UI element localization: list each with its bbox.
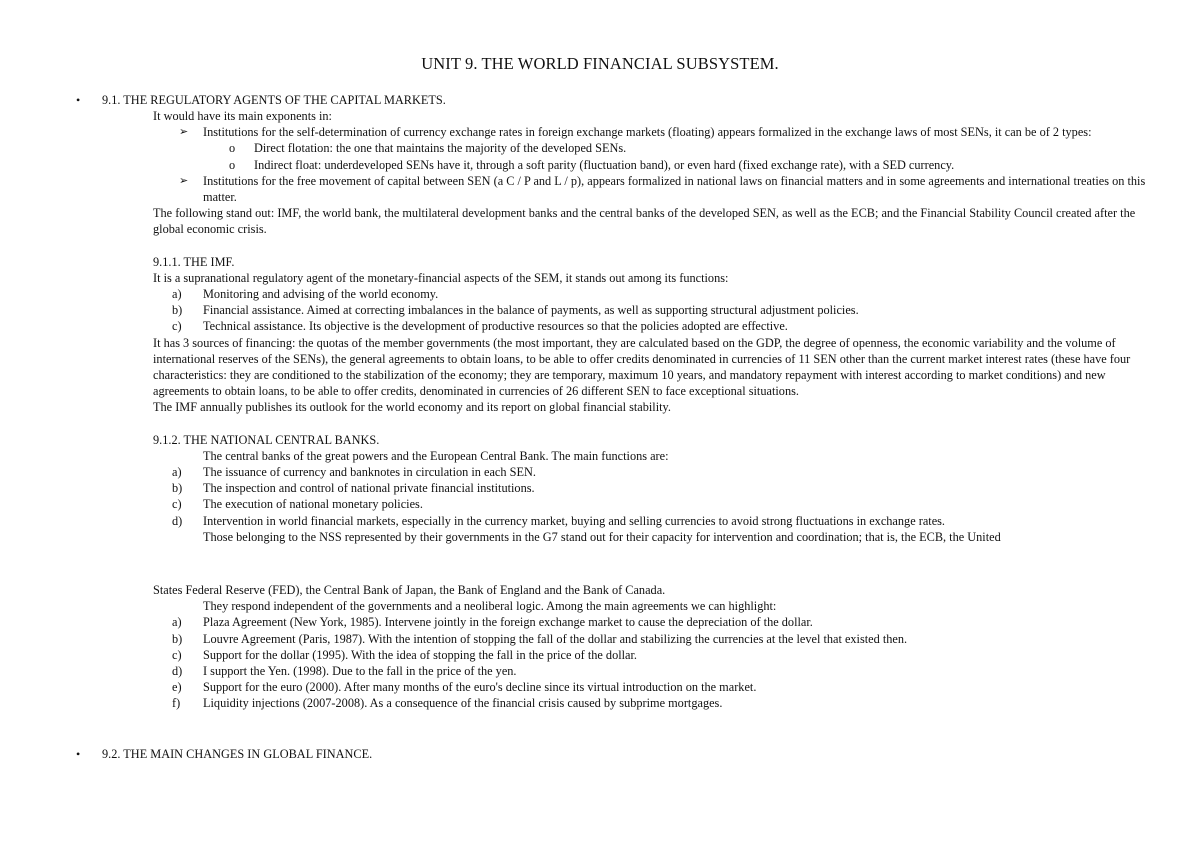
imf-function-item — [153, 286, 1153, 302]
list-item-text: Monitoring and advising of the world economy. — [203, 287, 439, 302]
nss-text-line2: States Federal Reserve (FED), the Central Bank of Japan, the Bank of England and the Bank of Canada. — [153, 583, 666, 597]
list-marker: c) — [172, 647, 182, 662]
sub-item-text: Indirect float: underdeveloped SENs have it, through a soft parity (fluctuation band), or even hard (fixed exchange rate), with a SED currency. — [254, 157, 955, 172]
list-marker: a) — [172, 465, 182, 480]
ncb-function-item — [153, 480, 1153, 496]
section-2-title: 9.2. THE MAIN CHANGES IN GLOBAL FINANCE. — [102, 747, 373, 761]
ncb-function-item — [153, 464, 1153, 480]
arrow-item — [153, 124, 1153, 140]
standout-text: The following stand out: IMF, the world bank, the multilateral development banks and the central banks of the developed SEN, as well as the ECB; and the Financial Stability Council created after the global economic crisis. — [153, 206, 1136, 237]
sub-item — [153, 157, 1153, 173]
list-item-text: Technical assistance. Its objective is the development of productive resources so that the policies adopted are effective. — [203, 319, 788, 334]
intro-text: It would have its main exponents in: — [153, 109, 332, 123]
list-item-text: Support for the euro (2000). After many months of the euro's decline since its virtual introduction on the market. — [203, 680, 757, 695]
imf-outlook-text: The IMF annually publishes its outlook for the world economy and its report on global financial stability. — [153, 400, 671, 415]
list-item-text: Plaza Agreement (New York, 1985). Intervene jointly in the foreign exchange market to cause the depreciation of the dollar. — [203, 615, 813, 630]
ncb-function-item — [153, 496, 1153, 512]
section-1-body — [153, 108, 1153, 545]
circle-bullet-icon: o — [229, 141, 236, 156]
list-marker: e) — [172, 680, 182, 695]
ncb-heading: 9.1.2. THE NATIONAL CENTRAL BANKS. — [153, 432, 380, 447]
list-item-text: The inspection and control of national private financial institutions. — [203, 481, 535, 496]
bullet-icon: • — [76, 747, 81, 761]
list-item-text: The execution of national monetary policies. — [203, 497, 423, 512]
imf-heading: 9.1.1. THE IMF. — [153, 254, 235, 269]
list-marker: c) — [172, 319, 182, 334]
agreement-item — [153, 663, 1153, 679]
list-marker: a) — [172, 287, 182, 302]
agreement-item — [153, 647, 1153, 663]
circle-bullet-icon: o — [229, 157, 236, 172]
list-marker: b) — [172, 631, 183, 646]
list-item-text: Louvre Agreement (Paris, 1987). With the intention of stopping the fall of the dollar and stabilizing the currencies at the level that existed then. — [203, 631, 908, 646]
agreement-item — [153, 679, 1153, 695]
document-title: UNIT 9. THE WORLD FINANCIAL SUBSYSTEM. — [421, 54, 779, 73]
list-item-text: Intervention in world financial markets, especially in the currency market, buying and selling currencies to avoid strong fluctuations in exchange rates. — [203, 513, 946, 528]
imf-financing-text: It has 3 sources of financing: the quotas of the member governments (the most important, they are calculated based on the GDP, the degree of openness, the economic variability and the volume of international reserves of the SENs), the general agreements to obtain loans, to be able to offer credits denominated in currencies of 11 SEN other than the current market interest rates (these have four characteristics: they are conditioned to the stabilization of the economy; they are temporary, maximum 10 years, and mandatory repayment with interest according to market conditions) and new agreements to obtain loans, to be able to offer credits, denominated in currencies of 26 different SEN to face exceptional situations. — [153, 335, 1131, 399]
arrow-bullet-icon: ➢ — [179, 126, 189, 139]
list-item-text: I support the Yen. (1998). Due to the fall in the price of the yen. — [203, 664, 517, 679]
section-1-heading — [76, 92, 446, 108]
list-marker: b) — [172, 481, 183, 496]
nss-continuation — [153, 582, 1153, 712]
imf-function-item — [153, 318, 1153, 334]
list-item-text: The issuance of currency and banknotes in circulation in each SEN. — [203, 465, 536, 480]
sub-item-text: Direct flotation: the one that maintains the majority of the developed SENs. — [254, 141, 627, 156]
nss-text-line1: Those belonging to the NSS represented by their governments in the G7 stand out for their capacity for intervention and coordination; that is, the ECB, the United — [203, 529, 1001, 544]
agreement-item — [153, 614, 1153, 630]
respond-text: They respond independent of the governments and a neoliberal logic. Among the main agreements we can highlight: — [203, 599, 777, 614]
list-item-text: Financial assistance. Aimed at correcting imbalances in the balance of payments, as well as supporting structural adjustment policies. — [203, 303, 859, 318]
bullet-icon: • — [76, 93, 81, 107]
list-marker: c) — [172, 497, 182, 512]
arrow-item-text: Institutions for the free movement of capital between SEN (a C / P and L / p), appears formalized in national laws on financial matters and in some agreements and international treaties on this matter. — [203, 173, 1146, 205]
list-item-text: Support for the dollar (1995). With the idea of stopping the fall in the price of the dollar. — [203, 647, 638, 662]
ncb-intro: The central banks of the great powers and the European Central Bank. The main functions are: — [203, 448, 669, 463]
arrow-bullet-icon: ➢ — [179, 174, 189, 187]
arrow-item-text: Institutions for the self-determination of currency exchange rates in foreign exchange markets (floating) appears formalized in the exchange laws of most SENs, it can be of 2 types: — [203, 125, 1092, 140]
list-marker: b) — [172, 303, 183, 318]
list-item-text: Liquidity injections (2007-2008). As a consequence of the financial crisis caused by subprime mortgages. — [203, 696, 723, 711]
agreement-item — [153, 631, 1153, 647]
ncb-function-item — [153, 513, 1153, 529]
imf-intro: It is a supranational regulatory agent of the monetary-financial aspects of the SEM, it stands out among its functions: — [153, 270, 729, 285]
imf-function-item — [153, 302, 1153, 318]
section-2-heading — [76, 746, 372, 762]
agreement-item — [153, 695, 1153, 711]
section-1-title: 9.1. THE REGULATORY AGENTS OF THE CAPITAL MARKETS. — [102, 93, 446, 107]
sub-item — [153, 140, 1153, 156]
list-marker: f) — [172, 696, 181, 711]
arrow-item — [153, 173, 1153, 205]
list-marker: d) — [172, 664, 183, 679]
list-marker: d) — [172, 513, 183, 528]
list-marker: a) — [172, 615, 182, 630]
